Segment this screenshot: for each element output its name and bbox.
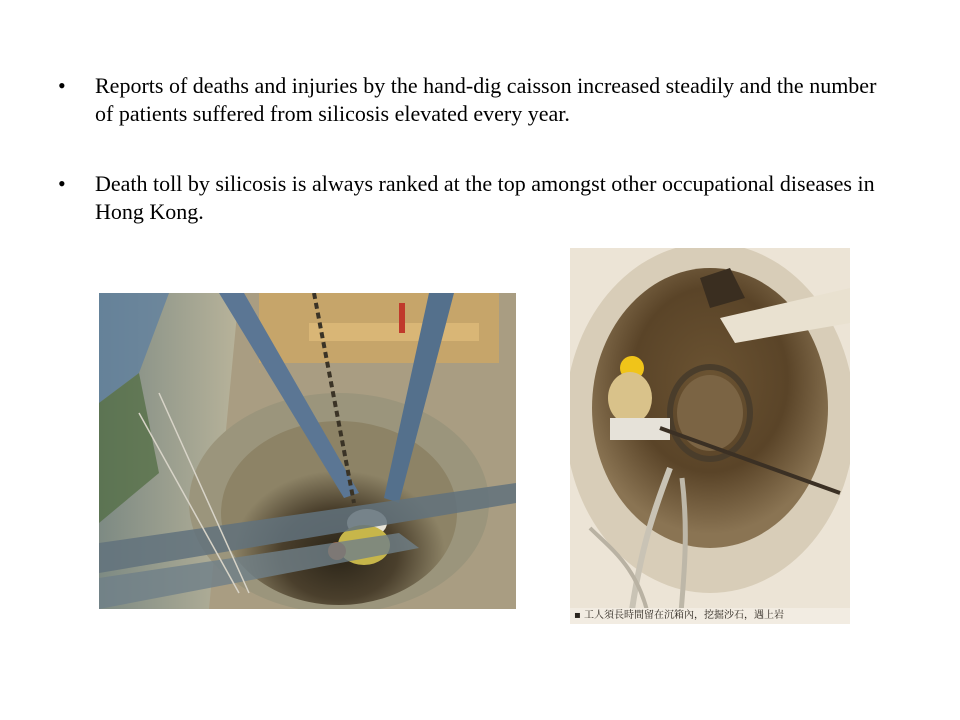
bullet-text: Reports of deaths and injuries by the hand-dig caisson increased steadily and the number of patients suffered from silicosis elevated every year.: [95, 73, 877, 126]
caisson-worker-photo: [570, 248, 850, 624]
bullet-list: [58, 72, 898, 268]
bullet-text: Death toll by silicosis is always ranked at the top amongst other occupational diseases in Hong Kong.: [95, 171, 875, 224]
caisson-worker-illustration: [570, 248, 850, 624]
caisson-shaft-illustration: [99, 293, 516, 609]
bullet-item-death-toll: [58, 170, 898, 226]
bullet-marker: •: [58, 73, 66, 98]
bullet-item-reports: [58, 72, 898, 128]
caisson-shaft-photo: [99, 293, 516, 609]
bullet-marker: •: [58, 171, 66, 196]
photo-caption: ▪ 工人須長時間留在沉箱內，挖掘沙石，遇上岩: [570, 608, 850, 624]
